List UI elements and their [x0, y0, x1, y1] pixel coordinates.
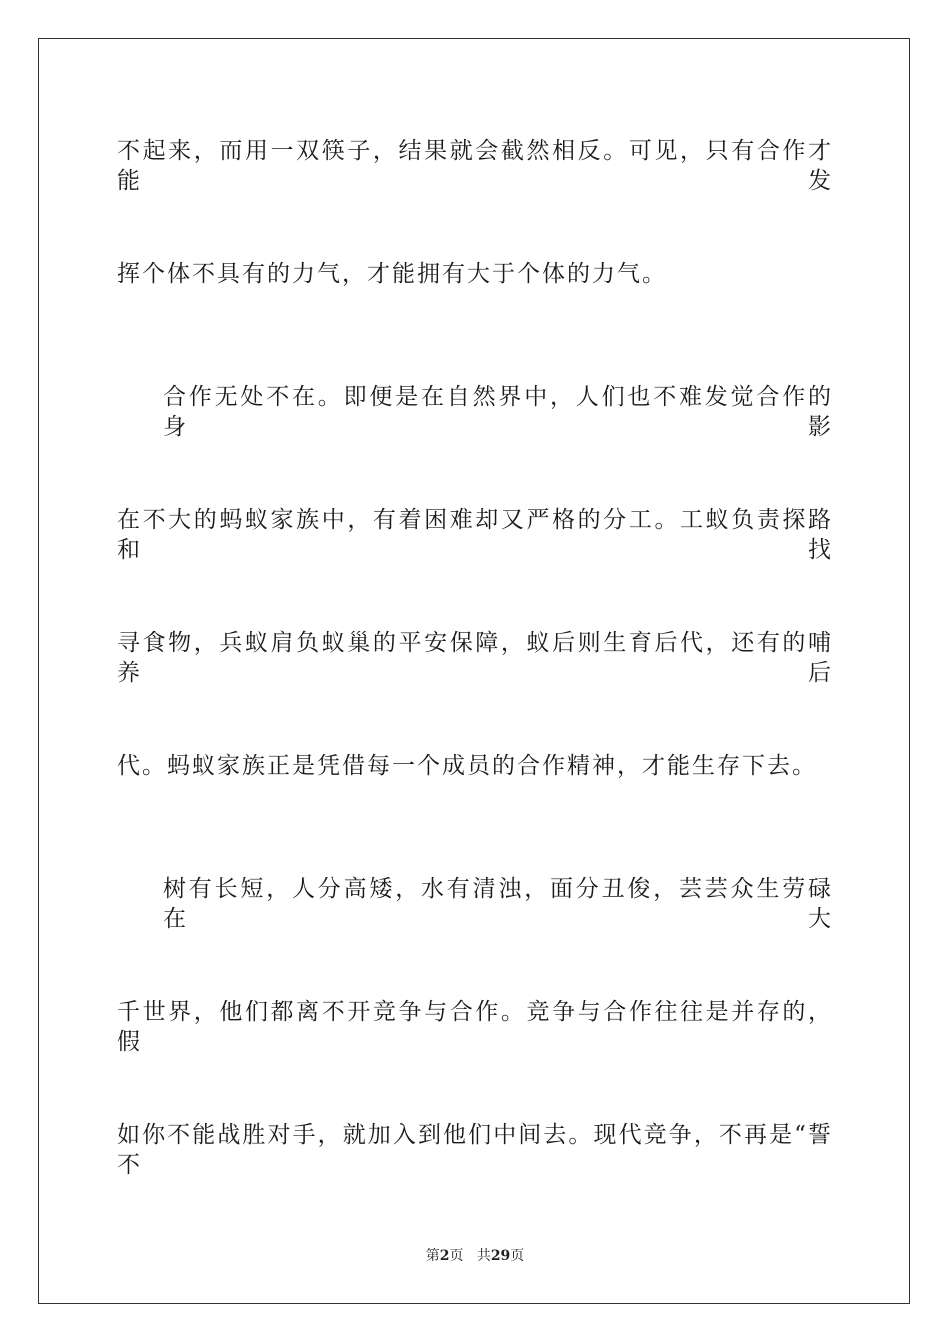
total-suffix: 页 [510, 1248, 525, 1264]
text-line-5: 寻食物，兵蚁肩负蚁巢的平安保障，蚁后则生育后代，还有的哺养后 [117, 630, 833, 686]
page-suffix: 页 [449, 1248, 464, 1264]
text-line-4: 在不大的蚂蚁家族中，有着困难却又严格的分工。工蚁负责探路和找 [117, 507, 833, 563]
page-footer [0, 1246, 950, 1266]
text-line-2: 挥个体不具有的力气，才能拥有大于个体的力气。 [117, 261, 667, 287]
text-line-1: 不起来，而用一双筷子，结果就会截然相反。可见，只有合作才能发 [117, 138, 833, 194]
text-line-7: 树有长短，人分高矮，水有清浊，面分丑俊，芸芸众生劳碌在大 [163, 876, 833, 932]
page-prefix: 第 [425, 1248, 440, 1264]
text-line-9: 如你不能战胜对手，就加入到他们中间去。现代竞争，不再是“誓不 [117, 1122, 833, 1178]
text-line-6: 代。蚂蚁家族正是凭借每一个成员的合作精神，才能生存下去。 [117, 753, 817, 779]
total-pages: 29 [490, 1248, 511, 1264]
total-prefix: 共 [476, 1248, 491, 1264]
text-line-8: 千世界，他们都离不开竞争与合作。竞争与合作往往是并存的， 假 [117, 999, 833, 1055]
text-line-3: 合作无处不在。即便是在自然界中，人们也不难发觉合作的身影 [163, 384, 833, 440]
page-number: 2 [439, 1248, 450, 1264]
